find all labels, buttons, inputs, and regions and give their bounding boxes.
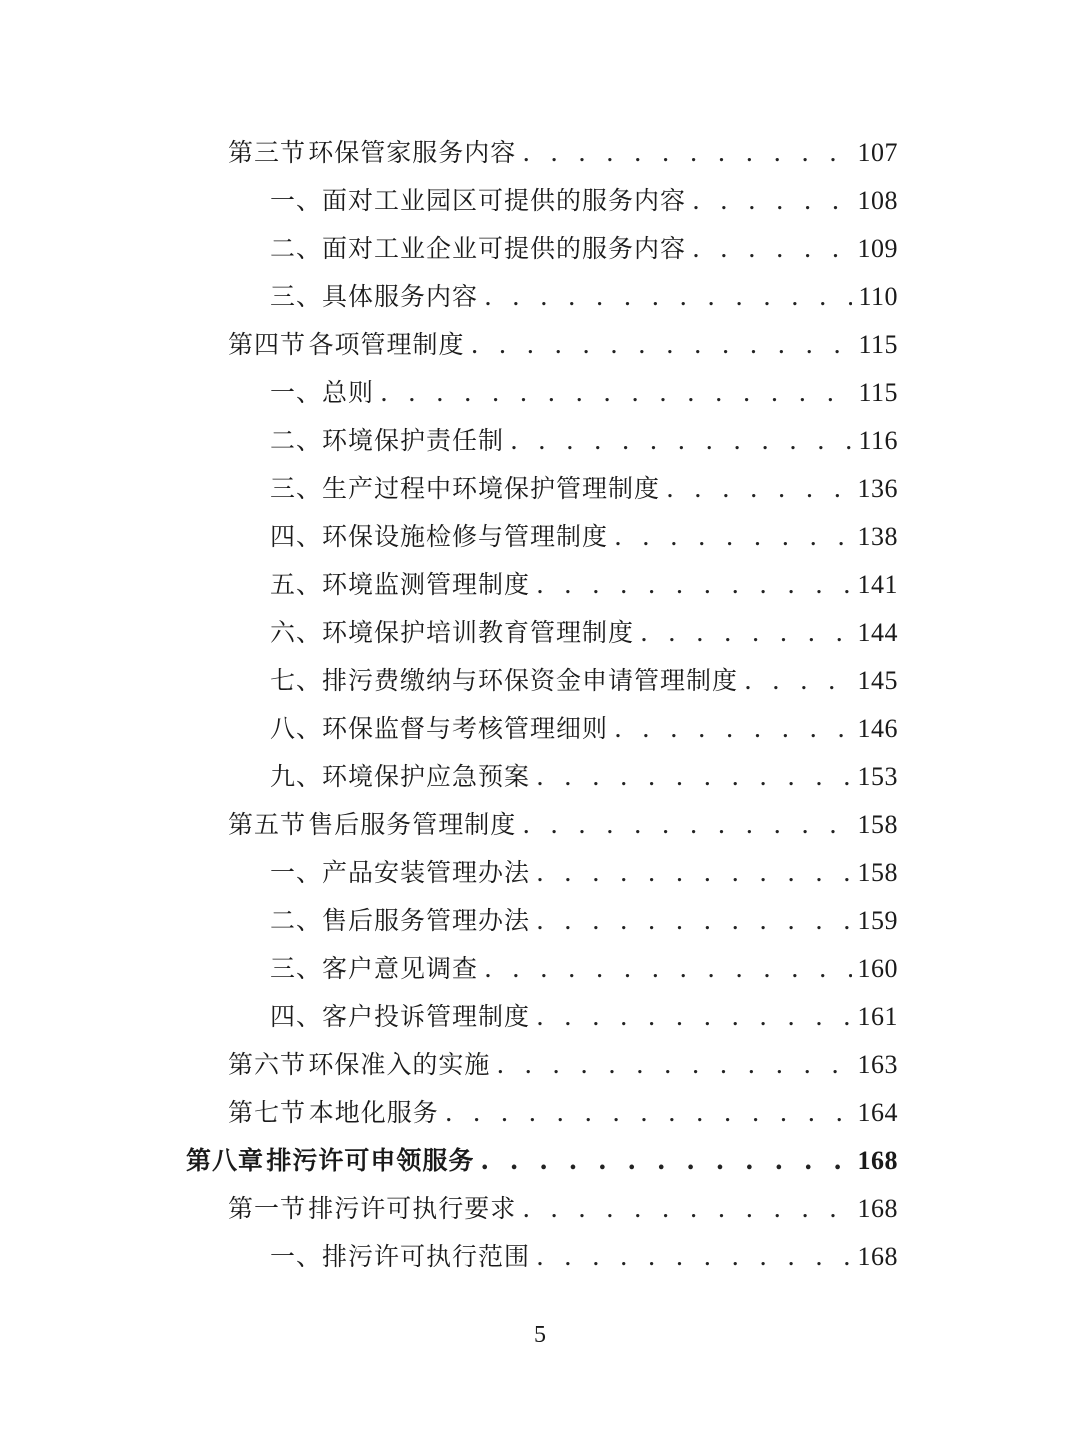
toc-entry-title: 总则: [322, 378, 375, 407]
toc-entry-title: 售后服务管理制度: [308, 810, 517, 839]
toc-entry-title: 环保设施检修与管理制度: [322, 522, 609, 551]
dot-leader: [536, 561, 851, 609]
toc-entry-title: 环保准入的实施: [308, 1050, 491, 1079]
toc-entry-number: 二、: [270, 234, 323, 263]
toc-entry-number: 第三节: [228, 138, 307, 167]
toc-entry-number: 第六节: [228, 1050, 307, 1079]
toc-row[interactable]: [186, 1185, 898, 1233]
dot-leader: [496, 1041, 851, 1089]
toc-entry-title: 环保管家服务内容: [308, 138, 517, 167]
toc-row[interactable]: [186, 513, 898, 561]
toc-row[interactable]: [186, 705, 898, 753]
toc-entry-number: 三、: [270, 954, 323, 983]
dot-leader: [380, 369, 852, 417]
toc-entry-number: 四、: [270, 522, 323, 551]
toc-entry-title: 环保监督与考核管理细则: [322, 714, 609, 743]
toc-entry-title: 客户意见调查: [322, 954, 479, 983]
dot-leader: [666, 465, 851, 513]
toc-entry-title: 环境保护培训教育管理制度: [322, 618, 635, 647]
toc-row[interactable]: [186, 849, 898, 897]
toc-entry-title: 客户投诉管理制度: [322, 1002, 531, 1031]
dot-leader: [536, 753, 851, 801]
dot-leader: [614, 513, 851, 561]
toc-entry-page: 168: [857, 1146, 898, 1175]
dot-leader: [484, 273, 852, 321]
toc-row[interactable]: [186, 609, 898, 657]
dot-leader: [471, 321, 852, 369]
toc-row[interactable]: [186, 801, 898, 849]
dot-leader: [692, 177, 851, 225]
toc-entry-title: 本地化服务: [308, 1098, 439, 1127]
toc-entry-page: 153: [857, 762, 898, 791]
toc-row[interactable]: [186, 1233, 898, 1281]
toc-entry-page: 144: [857, 618, 898, 647]
toc-entry-page: 115: [858, 330, 898, 359]
toc-row[interactable]: [186, 561, 898, 609]
toc-entry-number: 五、: [270, 570, 323, 599]
toc-row[interactable]: [186, 177, 898, 225]
toc-entry-title: 产品安装管理办法: [322, 858, 531, 887]
page-number: 5: [534, 1322, 546, 1348]
toc-entry-number: 第八章: [186, 1146, 265, 1175]
dot-leader: [692, 225, 851, 273]
dot-leader: [510, 417, 852, 465]
toc-entry-number: 第四节: [228, 330, 307, 359]
toc-entry-page: 168: [857, 1194, 898, 1223]
toc-entry-number: 九、: [270, 762, 323, 791]
dot-leader: [640, 609, 851, 657]
toc-entry-number: 七、: [270, 666, 323, 695]
toc-entry-page: 107: [857, 138, 898, 167]
toc-entry-title: 排污许可执行要求: [308, 1194, 517, 1223]
toc-entry-number: 三、: [270, 282, 323, 311]
toc-entry-title: 售后服务管理办法: [322, 906, 531, 935]
toc-entry-title: 排污许可申领服务: [266, 1146, 475, 1175]
toc-entry-page: 164: [857, 1098, 898, 1127]
toc-entry-title: 具体服务内容: [322, 282, 479, 311]
toc-entry-number: 一、: [270, 1242, 323, 1271]
toc-row[interactable]: [186, 417, 898, 465]
toc-row[interactable]: [186, 993, 898, 1041]
toc-entry-title: 环境保护责任制: [322, 426, 505, 455]
toc-entry-page: 158: [857, 858, 898, 887]
toc-entry-title: 排污费缴纳与环保资金申请管理制度: [322, 666, 739, 695]
dot-leader: [536, 849, 851, 897]
toc-entry-page: 109: [857, 234, 898, 263]
toc-entry-page: 108: [857, 186, 898, 215]
dot-leader: [536, 993, 851, 1041]
toc-entry-title: 环境监测管理制度: [322, 570, 531, 599]
toc-entry-number: 八、: [270, 714, 323, 743]
toc-row[interactable]: [186, 369, 898, 417]
toc-row[interactable]: [186, 1089, 898, 1137]
dot-leader: [522, 1185, 851, 1233]
toc-entry-title: 面对工业企业可提供的服务内容: [322, 234, 687, 263]
toc-entry-number: 第一节: [228, 1194, 307, 1223]
dot-leader: [536, 897, 851, 945]
dot-leader: [522, 801, 851, 849]
toc-entry-number: 第七节: [228, 1098, 307, 1127]
dot-leader: [445, 1089, 852, 1137]
toc-entry-number: 一、: [270, 186, 323, 215]
toc-entry-number: 一、: [270, 858, 323, 887]
toc-entry-page: 163: [857, 1050, 898, 1079]
toc-entry-page: 168: [857, 1242, 898, 1271]
toc-entry-page: 159: [857, 906, 898, 935]
toc-entry-title: 面对工业园区可提供的服务内容: [322, 186, 687, 215]
toc-entry-page: 158: [857, 810, 898, 839]
toc-row[interactable]: [186, 945, 898, 993]
toc-row[interactable]: [186, 897, 898, 945]
dot-leader: [744, 657, 851, 705]
toc-entry-page: 161: [857, 1002, 898, 1031]
toc-entry-title: 环境保护应急预案: [322, 762, 531, 791]
toc-row[interactable]: [186, 129, 898, 177]
toc-row[interactable]: [186, 225, 898, 273]
toc-row[interactable]: [186, 321, 898, 369]
dot-leader: [614, 705, 851, 753]
toc-entry-number: 第五节: [228, 810, 307, 839]
toc-entry-page: 115: [858, 378, 898, 407]
toc-entry-number: 四、: [270, 1002, 323, 1031]
toc-entry-number: 三、: [270, 474, 323, 503]
toc-entry-page: 116: [858, 426, 898, 455]
toc-entry-number: 一、: [270, 378, 323, 407]
toc-entry-page: 160: [857, 954, 898, 983]
dot-leader: [484, 945, 851, 993]
toc-entry-page: 138: [857, 522, 898, 551]
dot-leader: [522, 129, 851, 177]
toc-entry-title: 排污许可执行范围: [322, 1242, 531, 1271]
toc-entry-page: 110: [858, 282, 898, 311]
toc-row[interactable]: [186, 657, 898, 705]
table-of-contents: [186, 129, 898, 1281]
dot-leader: [480, 1137, 851, 1185]
toc-entry-number: 二、: [270, 426, 323, 455]
toc-entry-page: 145: [857, 666, 898, 695]
toc-entry-title: 生产过程中环境保护管理制度: [322, 474, 661, 503]
toc-entry-page: 146: [857, 714, 898, 743]
toc-entry-title: 各项管理制度: [308, 330, 465, 359]
dot-leader: [536, 1233, 851, 1281]
toc-row[interactable]: [186, 1041, 898, 1089]
toc-row[interactable]: [186, 753, 898, 801]
toc-row[interactable]: [186, 465, 898, 513]
toc-entry-page: 141: [857, 570, 898, 599]
toc-entry-number: 二、: [270, 906, 323, 935]
toc-entry-number: 六、: [270, 618, 323, 647]
toc-row[interactable]: [186, 273, 898, 321]
toc-entry-page: 136: [857, 474, 898, 503]
toc-row[interactable]: [186, 1137, 898, 1185]
